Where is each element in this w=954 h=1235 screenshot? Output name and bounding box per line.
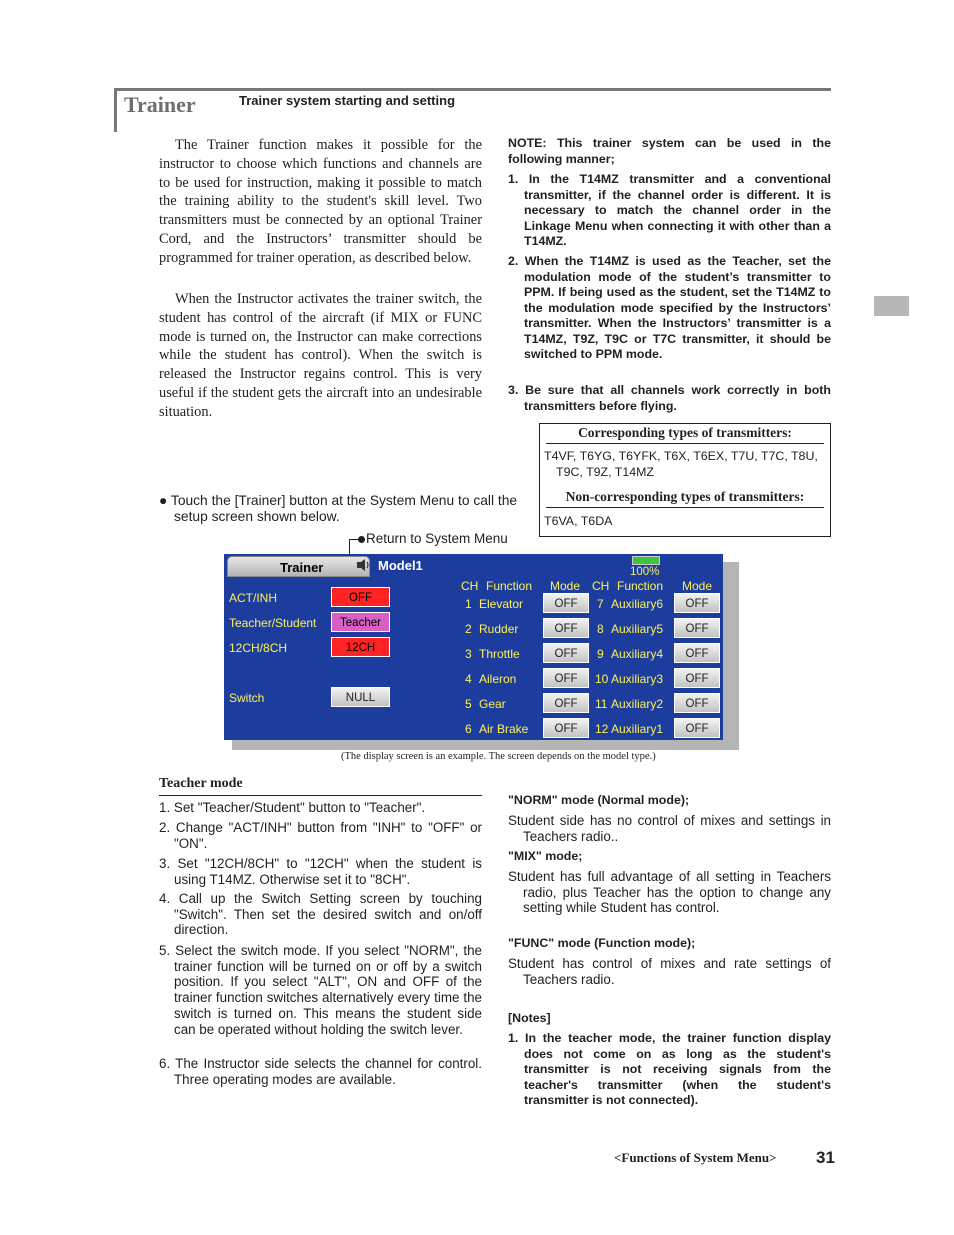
screen-tab-label: Trainer bbox=[280, 560, 324, 575]
ch-count-button[interactable]: 12CH bbox=[331, 637, 390, 657]
ch-count-label: 12CH/8CH bbox=[229, 641, 288, 655]
header-ch-left: CH bbox=[461, 579, 479, 593]
header-rule bbox=[114, 88, 831, 91]
switch-label: Switch bbox=[229, 691, 265, 705]
channel-function: Air Brake bbox=[479, 722, 529, 736]
intro-paragraph-2: When the Instructor activates the trainer switch, the student has control of the aircraft (if MIX or FUNC mode is turned on, the Instructor can make corrections while the student has control). When the switch is released the Instructor regains control. This is very useful if the student gets the aircraft into an undesirable situation. bbox=[159, 291, 482, 420]
chapter-tab bbox=[874, 296, 909, 316]
channel-number: 12 bbox=[595, 722, 609, 736]
channel-mode-button[interactable]: OFF bbox=[543, 718, 589, 738]
norm-mode-text: Student side has no control of mixes and settings in Teachers radio.. bbox=[508, 813, 831, 844]
teacher-step-6: 6. The Instructor side selects the channel for control. Three operating modes are available. bbox=[159, 1056, 482, 1087]
channel-mode-button[interactable]: OFF bbox=[674, 668, 720, 688]
instruction-bullet: ● Touch the [Trainer] button at the System Menu to call the setup screen shown below. bbox=[159, 493, 518, 524]
channel-number: 7 bbox=[597, 597, 604, 611]
channel-mode-button[interactable]: OFF bbox=[543, 693, 589, 713]
footer-section: <Functions of System Menu> bbox=[614, 1150, 777, 1165]
switch-button[interactable]: NULL bbox=[331, 687, 390, 707]
channel-number: 1 bbox=[465, 597, 472, 611]
channel-number: 4 bbox=[465, 672, 472, 686]
mix-mode-heading: "MIX" mode; bbox=[508, 849, 583, 863]
compat-table bbox=[539, 423, 831, 537]
channel-function: Auxiliary6 bbox=[611, 597, 664, 611]
teacher-step-1: 1. Set "Teacher/Student" button to "Teacher". bbox=[159, 800, 426, 815]
battery-percent: 100% bbox=[630, 566, 660, 578]
channel-number: 8 bbox=[597, 622, 604, 636]
teacher-step-4: 4. Call up the Switch Setting screen by touching "Switch". Then set the desired switch and on/off direction. bbox=[159, 891, 482, 938]
teacher-step-3: 3. Set "12CH/8CH" to "12CH" when the student is using T14MZ. Otherwise set it to "8CH". bbox=[159, 856, 482, 887]
channel-number: 9 bbox=[597, 647, 604, 661]
channel-number: 2 bbox=[465, 622, 472, 636]
channel-function: Auxiliary4 bbox=[611, 647, 664, 661]
compat-noncorr-list: T6VA, T6DA bbox=[544, 514, 613, 528]
channel-number: 10 bbox=[595, 672, 609, 686]
act-inh-button[interactable]: OFF bbox=[331, 587, 390, 607]
trainer-screen bbox=[224, 554, 723, 740]
channel-number: 6 bbox=[465, 722, 472, 736]
channel-mode-button[interactable]: OFF bbox=[543, 668, 589, 688]
channel-mode-button[interactable]: OFF bbox=[543, 593, 589, 613]
channel-mode-button[interactable]: OFF bbox=[674, 643, 720, 663]
note-item-1: 1. In the T14MZ transmitter and a conventional transmitter, if the channel order is different. It is necessary to match the channel order in the Linkage Menu when connecting it with other than a T14MZ. bbox=[508, 172, 831, 248]
channel-mode-button[interactable]: OFF bbox=[543, 643, 589, 663]
teacher-step-5: 5. Select the switch mode. If you select "NORM", the trainer function will be turned on or off by a switch position. If you select "ALT", ON and OFF of the trainer function switches alternatively every time the switch is turned on. This means the student side can be operated without holding the switch lever. bbox=[159, 943, 482, 1037]
channel-mode-button[interactable]: OFF bbox=[674, 718, 720, 738]
channel-function: Auxiliary2 bbox=[611, 697, 664, 711]
page-title: Trainer bbox=[124, 92, 196, 117]
channel-function: Rudder bbox=[479, 622, 519, 636]
teacher-student-button[interactable]: Teacher bbox=[331, 612, 390, 632]
header-function-left: Function bbox=[486, 579, 533, 593]
header-mode-right: Mode bbox=[682, 579, 713, 593]
battery-icon bbox=[632, 556, 660, 565]
channel-function: Elevator bbox=[479, 597, 524, 611]
callout-dot bbox=[358, 536, 365, 543]
norm-mode-heading: "NORM" mode (Normal mode); bbox=[508, 793, 690, 807]
header-ch-right: CH bbox=[592, 579, 610, 593]
callout-label: Return to System Menu bbox=[366, 531, 508, 546]
compat-corr-heading: Corresponding types of transmitters: bbox=[546, 425, 824, 444]
channel-function: Auxiliary5 bbox=[611, 622, 664, 636]
teacher-mode-rule bbox=[159, 795, 482, 796]
teacher-mode-title: Teacher mode bbox=[159, 776, 243, 791]
channel-mode-button[interactable]: OFF bbox=[674, 693, 720, 713]
channel-function: Auxiliary1 bbox=[611, 722, 664, 736]
channel-mode-button[interactable]: OFF bbox=[674, 593, 720, 613]
note-item-2: 2. When the T14MZ is used as the Teacher, set the modulation mode of the student’s transmitter to PPM. If being used as the student, set the T14MZ to the modulation mode specified by the Instructors’ transmitter. When the Instructors’ transmitter is a T14MZ, T9Z, T9C or T7C transmitter, it should be switched to PPM mode. bbox=[508, 254, 831, 361]
channel-number: 5 bbox=[465, 697, 472, 711]
teacher-student-label: Teacher/Student bbox=[229, 616, 317, 630]
func-mode-text: Student has control of mixes and rate settings of Teachers radio. bbox=[508, 956, 831, 987]
channel-function: Auxiliary3 bbox=[611, 672, 664, 686]
func-mode-heading: "FUNC" mode (Function mode); bbox=[508, 936, 696, 950]
compat-corr-list: T4VF, T6YG, T6YFK, T6X, T6EX, T7U, T7C, T8U, T9C, T9Z, T14MZ bbox=[544, 449, 818, 479]
header-rule-left bbox=[114, 88, 117, 132]
header-function-right: Function bbox=[617, 579, 664, 593]
return-to-system-menu-button[interactable] bbox=[227, 556, 370, 577]
intro-paragraph-1: The Trainer function makes it possible for the instructor to choose which functions and channels are to be used for instruction, making it possible to match the training ability to the student's skill level. Two transmitters must be connected by an optional Trainer Cord, and the Instructors’ transmitter should be programmed for trainer operation, as described below. bbox=[159, 137, 482, 266]
compat-noncorr-heading: Non-corresponding types of transmitters: bbox=[546, 489, 824, 508]
note-item-3: 3. Be sure that all channels work correctly in both transmitters before flying. bbox=[508, 383, 831, 413]
note-heading: NOTE: This trainer system can be used in the following manner; bbox=[508, 136, 831, 166]
channel-function: Throttle bbox=[479, 647, 520, 661]
channel-number: 11 bbox=[595, 697, 608, 711]
page-subtitle: Trainer system starting and setting bbox=[239, 93, 456, 108]
channel-mode-button[interactable]: OFF bbox=[543, 618, 589, 638]
notes-heading: [Notes] bbox=[508, 1011, 551, 1025]
channel-function: Gear bbox=[479, 697, 506, 711]
teacher-step-2: 2. Change "ACT/INH" button from "INH" to "OFF" or "ON". bbox=[159, 820, 482, 851]
notes-item-1: 1. In the teacher mode, the trainer function display does not come on as long as the student's transmitter is not receiving signals from the teacher's transmitter (when the student's transmitter is not connected). bbox=[508, 1031, 831, 1107]
screen-caption: (The display screen is an example. The screen depends on the model type.) bbox=[341, 751, 656, 762]
channel-number: 3 bbox=[465, 647, 472, 661]
act-inh-label: ACT/INH bbox=[229, 591, 277, 605]
channel-mode-button[interactable]: OFF bbox=[674, 618, 720, 638]
page-number: 31 bbox=[816, 1148, 835, 1167]
model-name: Model1 bbox=[378, 558, 423, 573]
mix-mode-text: Student has full advantage of all setting in Teachers radio, plus Teacher has the option to change any setting while Student has control. bbox=[508, 869, 831, 916]
speaker-icon[interactable] bbox=[355, 557, 371, 573]
channel-function: Aileron bbox=[479, 672, 517, 686]
header-mode-left: Mode bbox=[550, 579, 581, 593]
